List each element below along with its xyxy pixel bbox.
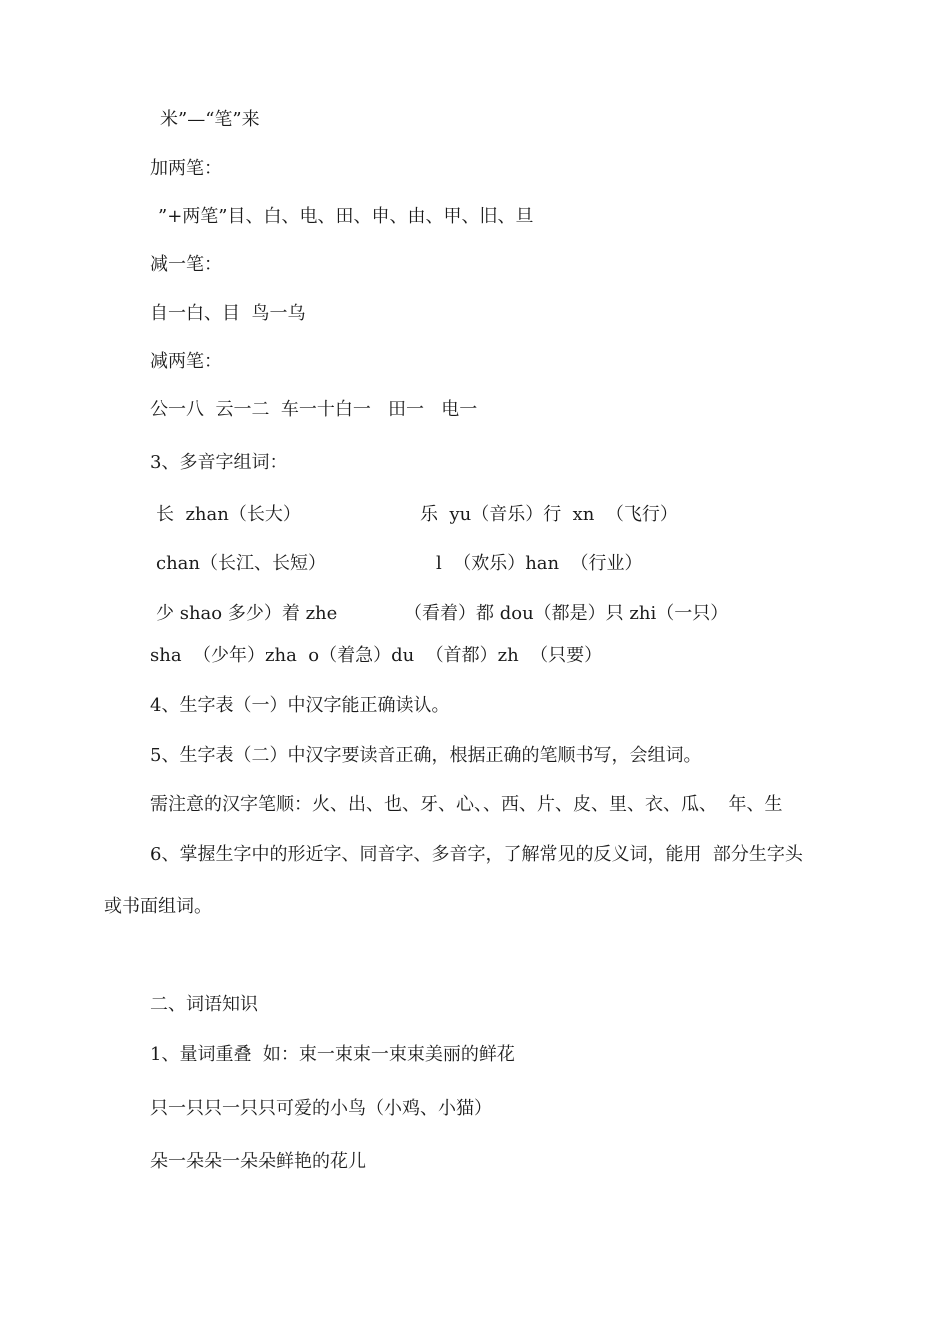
section-heading-vocabulary: 二、词语知识 xyxy=(150,994,258,1015)
heading-minus-two-strokes: 减两笔： xyxy=(150,351,222,372)
line-minus-two-strokes-examples: 公一八 云一二 车一十白一 田一 电一 xyxy=(150,399,478,420)
line-add-two-strokes-examples: ”+两笔”目、白、电、田、申、由、甲、旧、旦 xyxy=(158,206,534,227)
point-5: 5、生字表（二）中汉字要读音正确，根据正确的笔顺书写，会组词。 xyxy=(150,745,702,766)
polyphone-le-hang: l （欢乐）han （行业） xyxy=(436,553,643,574)
polyphone-zhang: 长 zhan（长大） xyxy=(156,504,301,525)
point-4: 4、生字表（一）中汉字能正确读认。 xyxy=(150,695,450,716)
vocabulary-point-1: 1、量词重叠 如：束一束束一束束美丽的鲜花 xyxy=(150,1044,515,1065)
heading-polyphonic-words: 3、多音字组词： xyxy=(150,452,288,473)
point-6: 6、掌握生字中的形近字、同音字、多音字，了解常见的反义词，能用 部分生字头 xyxy=(150,844,803,865)
polyphone-shao-zhe: 少 shao 多少）着 zhe xyxy=(156,603,338,624)
heading-add-two-strokes: 加两笔： xyxy=(150,158,222,179)
vocabulary-example-duo: 朵一朵朵一朵朵鲜艳的花儿 xyxy=(150,1151,366,1172)
stroke-order-note: 需注意的汉字笔顺：火、出、也、牙、心、、西、片、皮、里、衣、瓜、 年、生 xyxy=(150,794,783,815)
line-lai: 米”—“笔”来 xyxy=(160,109,260,130)
heading-minus-one-stroke: 减一笔： xyxy=(150,254,222,275)
polyphone-yue-xing: 乐 yu（音乐）行 xn （飞行） xyxy=(420,504,678,525)
point-6-continued: 或书面组词。 xyxy=(104,896,212,917)
polyphone-chang: chan（长江、长短） xyxy=(156,553,326,574)
polyphone-second-readings: sha （少年）zha o（着急）du （首都）zh （只要） xyxy=(150,645,603,666)
line-minus-one-stroke-examples: 自一白、目 鸟一乌 xyxy=(150,303,306,324)
vocabulary-example-zhi: 只一只只一只只可爱的小鸟（小鸡、小猫） xyxy=(150,1098,492,1119)
polyphone-dou-zhi: （看着）都 dou（都是）只 zhi（一只） xyxy=(404,603,729,624)
